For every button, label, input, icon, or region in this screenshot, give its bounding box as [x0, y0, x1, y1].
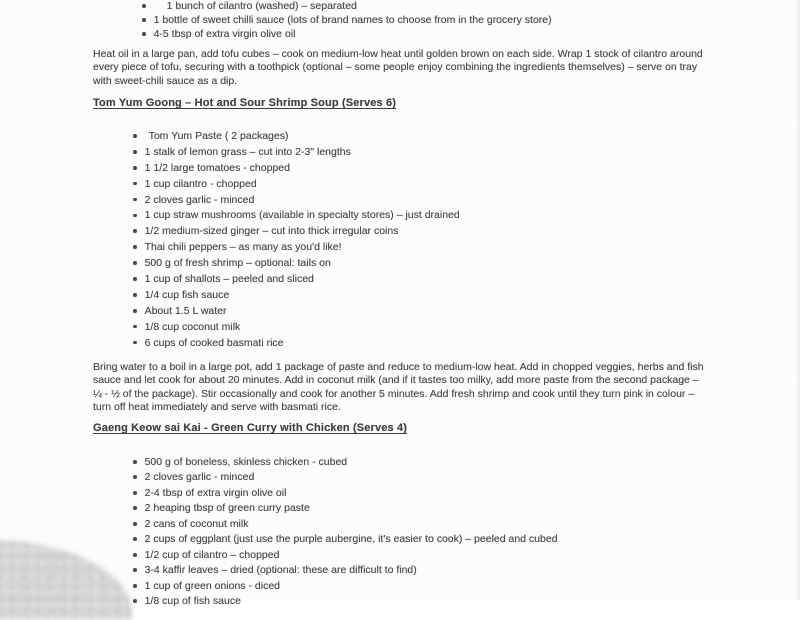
- ingredient-text: 2 cans of coconut milk: [144, 517, 249, 530]
- bullet-icon: [133, 491, 137, 495]
- ingredient-item: [133, 255, 460, 271]
- bullet-icon: [133, 214, 137, 218]
- tom-yum-instructions-paragraph: [93, 361, 704, 415]
- ingredient-item: [133, 335, 460, 351]
- ingredient-text: 6 cups of cooked basmati rice: [144, 336, 284, 349]
- ingredient-item: [142, 13, 552, 27]
- ingredient-text: 1 cup of green onions - diced: [144, 579, 281, 592]
- ingredient-item: [133, 271, 460, 287]
- ingredient-item: [133, 454, 558, 470]
- bullet-icon: [133, 537, 137, 541]
- recipe-heading-green-curry: Gaeng Keow sai Kai - Green Curry with Chicken (Serves 4): [93, 422, 408, 434]
- paragraph-line: Bring water to a boil in a large pot, add 1 package of paste and reduce to medium-low heat. Add in chopped veggies, herbs and fish: [93, 361, 704, 373]
- ingredient-text: Thai chili peppers – as many as you'd like!: [144, 241, 342, 254]
- ingredient-item: [133, 485, 558, 501]
- bullet-icon: [133, 261, 137, 265]
- bullet-icon: [142, 32, 146, 36]
- ingredient-item: [133, 239, 460, 255]
- ingredient-text: 3-4 kaffir leaves – dried (optional: these are difficult to find): [144, 564, 417, 577]
- ingredient-text: About 1.5 L water: [144, 304, 227, 317]
- tofu-ingredient-list: [142, 0, 552, 41]
- bullet-icon: [133, 325, 137, 329]
- bullet-icon: [142, 18, 146, 22]
- ingredient-item: [133, 128, 460, 144]
- bullet-icon: [133, 166, 137, 170]
- ingredient-item: [133, 532, 558, 548]
- paragraph-line: ¼ - ½ of the package). Stir occasionally and cook for another 5 minutes. Add fresh shrimp and cook until they turn pink in colour –: [93, 387, 695, 400]
- tofu-instructions-paragraph: [93, 48, 703, 88]
- ingredient-text: 1 bunch of cilantro (washed) – separated: [166, 0, 357, 12]
- bullet-icon: [133, 522, 137, 526]
- ingredient-text: 2 heaping tbsp of green curry paste: [144, 502, 310, 515]
- bullet-icon: [133, 506, 137, 510]
- ingredient-item: [133, 287, 460, 303]
- green-curry-ingredient-list: [133, 454, 558, 609]
- paragraph-line: turn off heat immediately and serve with basmati rice.: [93, 401, 341, 414]
- bullet-icon: [133, 150, 137, 154]
- bullet-icon: [133, 568, 137, 572]
- ingredient-text: 4-5 tbsp of extra virgin olive oil: [153, 28, 296, 40]
- bullet-icon: [133, 134, 137, 138]
- ingredient-text: 2 cloves garlic - minced: [144, 471, 255, 484]
- ingredient-item: [133, 578, 558, 594]
- bullet-icon: [133, 475, 137, 479]
- paragraph-line: every piece of tofu, securing with a toothpick (optional – some people enjoy combining the ingredients themselves) – serve on tray: [93, 61, 698, 74]
- tom-yum-ingredient-list: [133, 128, 460, 350]
- ingredient-item: [133, 563, 558, 579]
- bullet-icon: [133, 245, 137, 249]
- ingredient-item: [133, 319, 460, 335]
- ingredient-text: 2-4 tbsp of extra virgin olive oil: [144, 486, 287, 499]
- ingredient-text: 1/8 cup of fish sauce: [144, 595, 241, 608]
- bullet-icon: [133, 229, 137, 233]
- ingredient-item: [133, 470, 558, 486]
- bullet-icon: [133, 277, 137, 281]
- ingredient-item: [133, 303, 460, 319]
- bullet-icon: [133, 599, 137, 603]
- ingredient-text: 1/2 medium-sized ginger – cut into thick irregular coins: [144, 225, 399, 238]
- ingredient-text: 500 g of fresh shrimp – optional: tails on: [144, 257, 331, 270]
- paragraph-line: Heat oil in a large pan, add tofu cubes – cook on medium-low heat until golden brown on each side. Wrap 1 stock of cilantro around: [93, 48, 703, 60]
- ingredient-item: [133, 160, 460, 176]
- ingredient-text: 1 bottle of sweet chilli sauce (lots of brand names to choose from in the grocery store): [153, 14, 552, 26]
- ingredient-item: [133, 144, 460, 160]
- ingredient-text: 1 cup of shallots – peeled and sliced: [144, 272, 314, 285]
- ingredient-item: [133, 192, 460, 208]
- ingredient-text: 1 cup straw mushrooms (available in specialty stores) – just drained: [144, 209, 460, 222]
- ingredient-item: [133, 547, 558, 563]
- ingredient-text: 1/8 cup coconut milk: [144, 320, 241, 333]
- ingredient-item: [133, 594, 558, 610]
- ingredient-text: 2 cloves garlic - minced: [144, 193, 255, 206]
- bullet-icon: [133, 341, 137, 345]
- ingredient-text: Tom Yum Paste ( 2 packages): [148, 129, 289, 142]
- paragraph-line: with sweet-chili sauce as a dip.: [93, 74, 238, 87]
- ingredient-item: [133, 207, 460, 223]
- ingredient-item: [142, 27, 552, 41]
- bullet-icon: [133, 309, 137, 313]
- ingredient-text: 1 cup cilantro - chopped: [144, 177, 257, 190]
- bullet-icon: [133, 182, 137, 186]
- bullet-icon: [133, 553, 137, 557]
- bullet-icon: [133, 460, 137, 464]
- page-edge-shadow: [795, 0, 800, 600]
- ingredient-text: 1 1/2 large tomatoes - chopped: [144, 161, 290, 174]
- ingredient-text: 2 cups of eggplant (just use the purple aubergine, it's easier to cook) – peeled and cubed: [144, 533, 558, 546]
- bullet-icon: [133, 198, 137, 202]
- ingredient-text: 1 stalk of lemon grass – cut into 2-3" lengths: [144, 145, 351, 158]
- photo-background-corner: [0, 540, 132, 620]
- ingredient-item: [133, 223, 460, 239]
- bullet-icon: [142, 4, 146, 8]
- ingredient-item: [142, 0, 552, 13]
- ingredient-item: [133, 176, 460, 192]
- bullet-icon: [133, 293, 137, 297]
- paragraph-line: sauce and let cook for about 20 minutes. Add in coconut milk (and if it tastes too milky, add more paste from the second package –: [93, 374, 699, 387]
- ingredient-text: 1/2 cup of cilantro – chopped: [144, 548, 280, 561]
- bullet-icon: [133, 584, 137, 588]
- ingredient-item: [133, 501, 558, 517]
- recipe-heading-tom-yum-goong: Tom Yum Goong – Hot and Sour Shrimp Soup (Serves 6): [93, 97, 397, 109]
- ingredient-item: [133, 516, 558, 532]
- ingredient-text: 1/4 cup fish sauce: [144, 288, 230, 301]
- ingredient-text: 500 g of boneless, skinless chicken - cubed: [144, 455, 348, 468]
